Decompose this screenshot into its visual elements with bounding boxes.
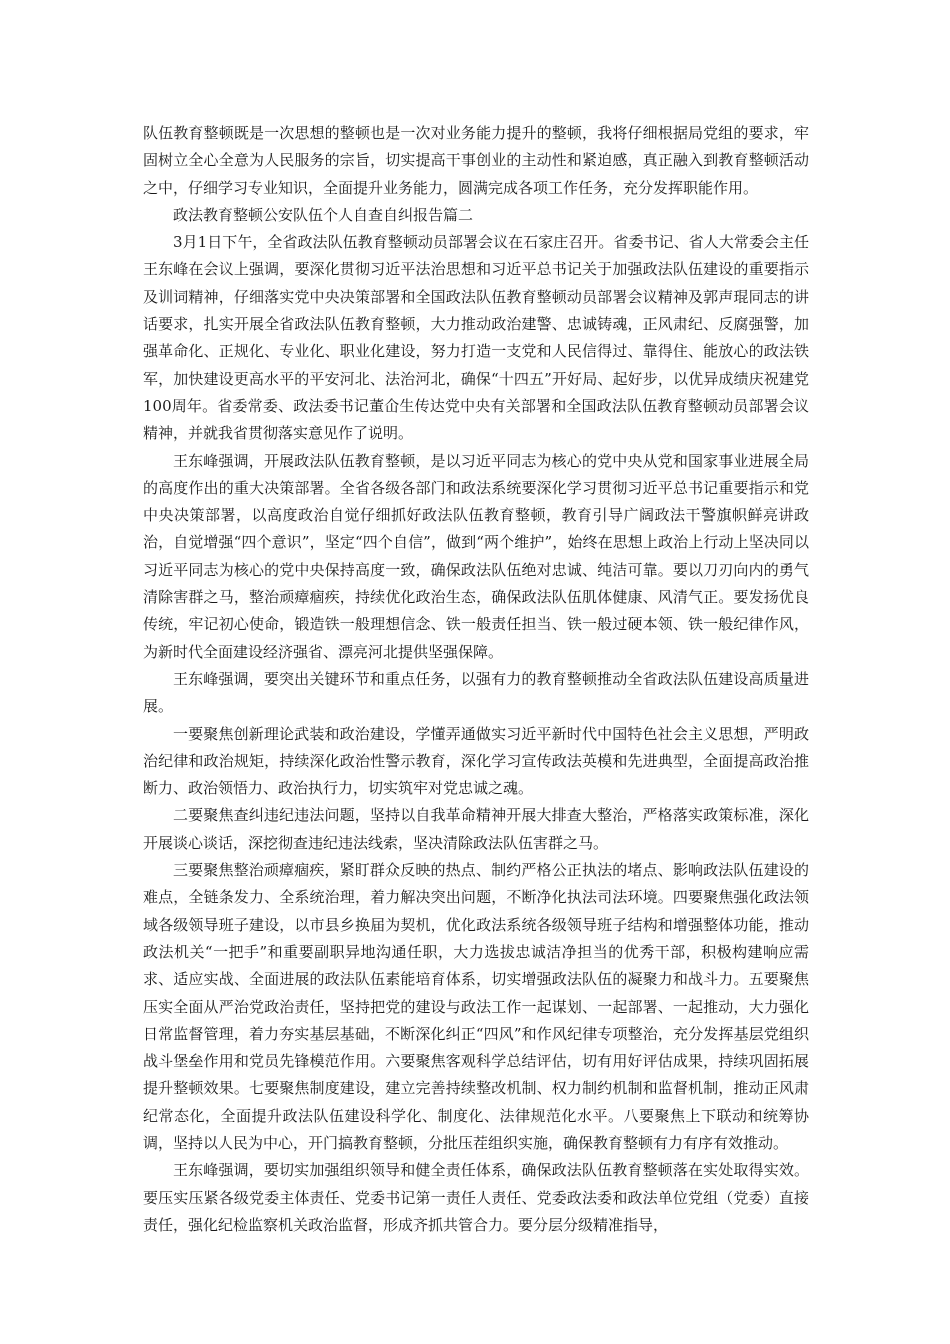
paragraph-intro: 队伍教育整顿既是一次思想的整顿也是一次对业务能力提升的整顿，我将仔细根据局党组的要求，牢固树立全心全意为人民服务的宗旨，切实提高干事创业的主动性和紧迫感，真正融入到教育整顿活动之中，仔细学习专业知识，全面提升业务能力，圆满完成各项工作任务，充分发挥职能作用。 [143,124,809,197]
paragraph-item-1: 一要聚焦创新理论武装和政治建设，学懂弄通做实习近平新时代中国特色社会主义思想，严明政治纪律和政治规矩，持续深化政治性警示教育，深化学习宣传政法英模和先进典型，全面提高政治推断力、政治领悟力、政治执行力，切实筑牢对党忠诚之魂。 [143,724,809,798]
paragraph-meeting: 3月1日下午，全省政法队伍教育整顿动员部署会议在石家庄召开。省委书记、省人大常委会主任王东峰在会议上强调，要深化贯彻习近平法治思想和习近平总书记关于加强政法队伍建设的重要指示及训词精神，仔细落实党中央决策部署和全国政法队伍教育整顿动员部署会议精神及郭声琨同志的讲话要求，扎实开展全省政法队伍教育整顿，大力推动政治建警、忠诚铸魂，正风肃纪、反腐强警，加强革命化、正规化、专业化、职业化建设，努力打造一支党和人民信得过、靠得住、能放心的政法铁军，加快建设更高水平的平安河北、法治河北，确保“十四五”开好局、起好步，以优异成绩庆祝建党100周年。省委常委、政法委书记董仚生传达党中央有关部署和全国政法队伍教育整顿动员部署会议精神，并就我省贯彻落实意见作了说明。 [143,233,809,443]
paragraph-emphasis-1: 王东峰强调，开展政法队伍教育整顿，是以习近平同志为核心的党中央从党和国家事业进展全局的高度作出的重大决策部署。全省各级各部门和政法系统要深化学习贯彻习近平总书记重要指示和党中央决策部署，以高度政治自觉仔细抓好政法队伍教育整顿，教育引导广阔政法干警旗帜鲜亮讲政治，自觉增强“四个意识”，坚定“四个自信”，做到“两个维护”，始终在思想上政治上行动上坚决同以习近平同志为核心的党中央保持高度一致，确保政法队伍绝对忠诚、纯洁可靠。要以刀刃向内的勇气清除害群之马，整治顽瘴痼疾，持续优化政治生态，确保政法队伍肌体健康、风清气正。要发扬优良传统，牢记初心使命，锻造铁一般理想信念、铁一般责任担当、铁一般过硬本领、铁一般纪律作风，为新时代全面建设经济强省、漂亮河北提供坚强保障。 [143,451,809,661]
document-page [143,120,809,1239]
paragraph-item-3-8: 三要聚焦整治顽瘴痼疾，紧盯群众反映的热点、制约严格公正执法的堵点、影响政法队伍建设的难点，全链条发力、全系统治理，着力解决突出问题，不断净化执法司法环境。四要聚焦强化政法领域各级领导班子建设，以市县乡换届为契机，优化政法系统各级领导班子结构和增强整体功能，推动政法机关“一把手”和重要副职异地沟通任职，大力选拔忠诚洁净担当的优秀干部，积极构建响应需求、适应实战、全面进展的政法队伍素能培育体系，切实增强政法队伍的凝聚力和战斗力。五要聚焦压实全面从严治党政治责任，坚持把党的建设与政法工作一起谋划、一起部署、一起推动，大力强化日常监督管理，着力夯实基层基础，不断深化纠正“四风”和作风纪律专项整治，充分发挥基层党组织战斗堡垒作用和党员先锋模范作用。六要聚焦客观科学总结评估，切有用好评估成果，持续巩固拓展提升整顿效果。七要聚焦制度建设，建立完善持续整改机制、权力制约机制和监督机制，推动正风肃纪常态化，全面提升政法队伍建设科学化、制度化、法律规范化水平。八要聚焦上下联动和统筹协调，坚持以人民为中心，开门搞教育整顿，分批压茬组织实施，确保教育整顿有力有序有效推动。 [143,861,809,1152]
paragraph-item-2: 二要聚焦查纠违纪违法问题，坚持以自我革命精神开展大排查大整治，严格落实政策标准，深化开展谈心谈话，深挖彻查违纪违法线索，坚决清除政法队伍害群之马。 [143,806,809,852]
paragraph-emphasis-2: 王东峰强调，要突出关键环节和重点任务，以强有力的教育整顿推动全省政法队伍建设高质量进展。 [143,669,809,716]
section-heading: 政法教育整顿公安队伍个人自查自纠报告篇二 [173,205,474,224]
paragraph-emphasis-3: 王东峰强调，要切实加强组织领导和健全责任体系，确保政法队伍教育整顿落在实处取得实效。要压实压紧各级党委主体责任、党委书记第一责任人责任、党委政法委和政法单位党组（党委）直接责任，强化纪检监察机关政治监督，形成齐抓共管合力。要分层分级精准指导， [143,1161,809,1234]
